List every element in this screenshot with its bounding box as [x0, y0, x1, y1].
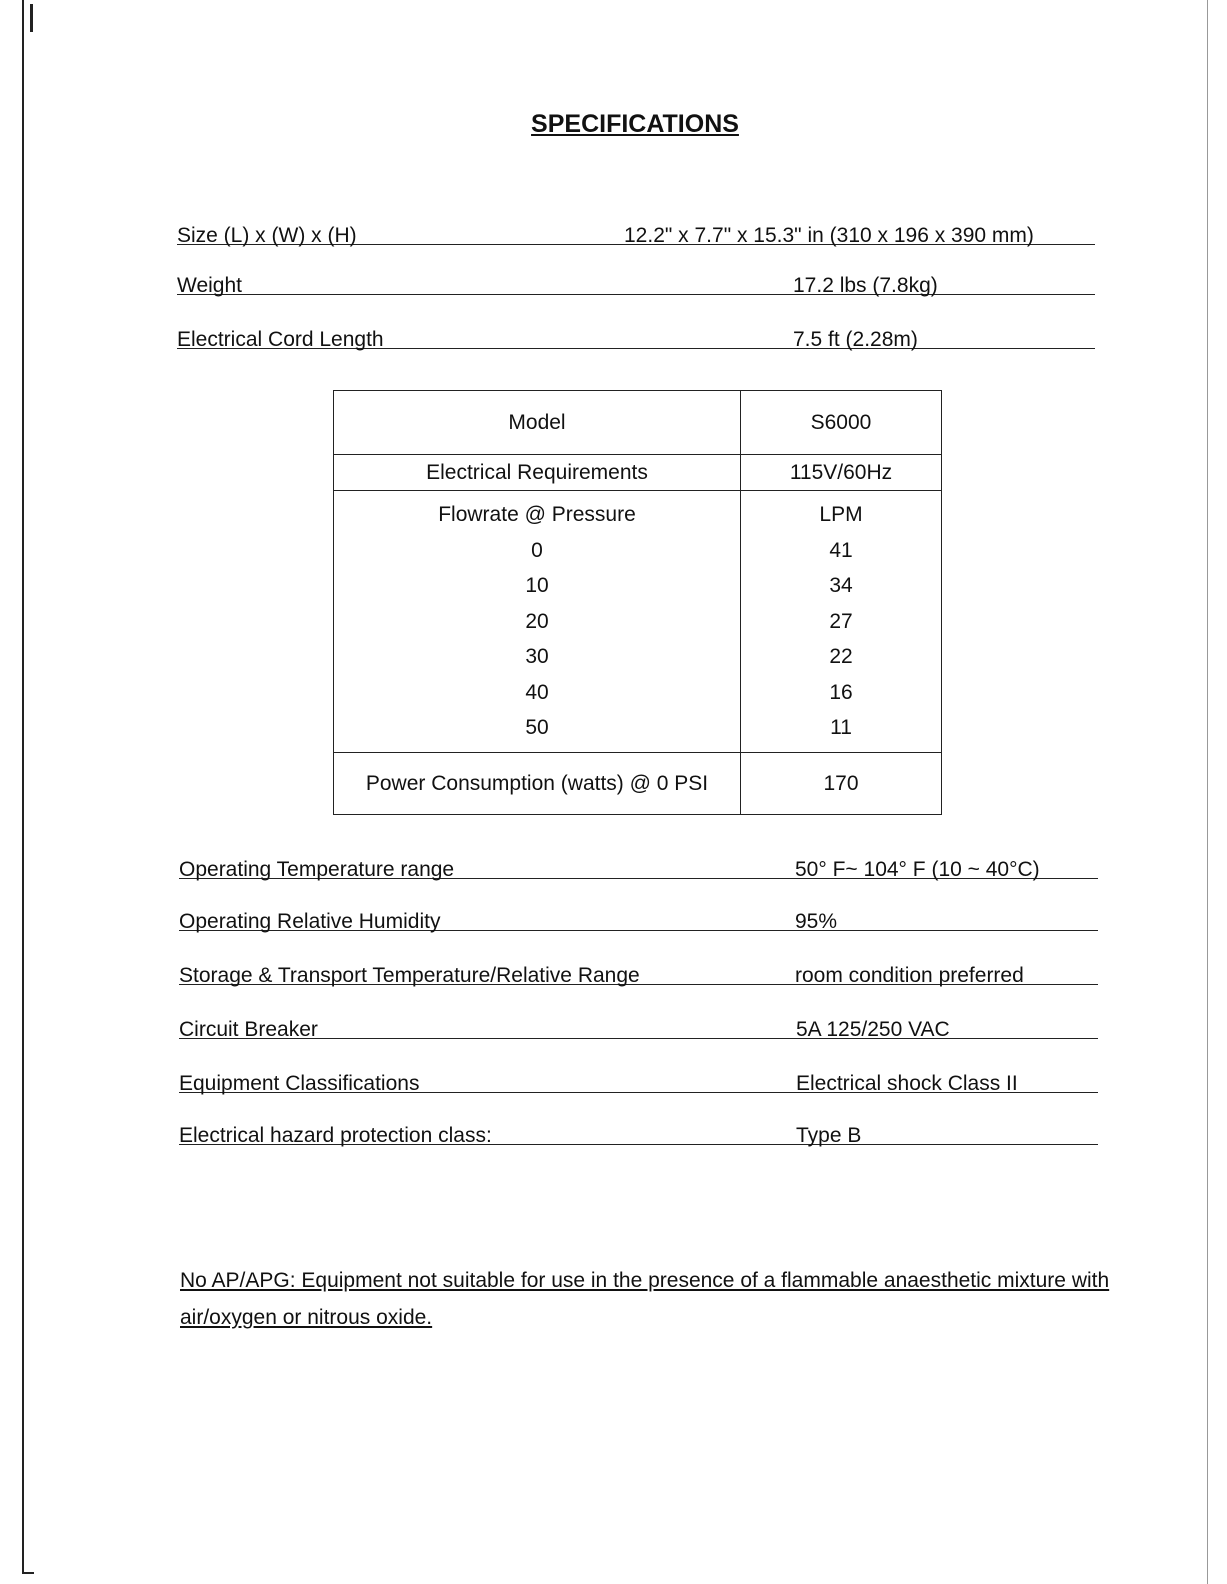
pressure-column	[334, 491, 741, 753]
spec-row-equipment-class	[179, 1062, 1098, 1093]
spec-value: 50° F~ 104° F (10 ~ 40°C)	[795, 858, 1040, 881]
spec-value: 95%	[795, 910, 838, 933]
flow-unit-header: LPM	[819, 503, 863, 527]
spec-label: Electrical Cord Length	[177, 328, 384, 351]
spec-row-circuit-breaker	[179, 1008, 1098, 1039]
page-title: SPECIFICATIONS	[531, 110, 739, 138]
spec-row-weight	[177, 264, 1095, 295]
pressure-value: 30	[525, 645, 549, 669]
scan-bottom-edge	[22, 1572, 34, 1574]
spec-label: Electrical hazard protection class:	[179, 1124, 492, 1147]
flow-value: 16	[829, 680, 853, 704]
spec-row-cord-length	[177, 318, 1095, 349]
spec-value: 5A 125/250 VAC	[796, 1018, 950, 1041]
spec-row-humidity	[179, 900, 1098, 931]
power-consumption-label: Power Consumption (watts) @ 0 PSI	[334, 753, 741, 815]
model-value-cell: S6000	[741, 391, 942, 455]
spec-value: Electrical shock Class II	[796, 1072, 1018, 1095]
spec-value: room condition preferred	[795, 964, 1024, 987]
flow-value: 27	[829, 609, 853, 633]
pressure-value: 10	[525, 574, 549, 598]
spec-row-operating-temperature	[179, 848, 1098, 879]
spec-label: Weight	[177, 274, 242, 297]
spec-label: Storage & Transport Temperature/Relative Range	[179, 964, 640, 987]
spec-value: 7.5 ft (2.28m)	[793, 328, 918, 351]
model-label-cell: Model	[334, 391, 741, 455]
model-spec-table	[333, 390, 942, 815]
table-row	[334, 491, 942, 753]
scan-left-edge-mark	[30, 4, 33, 32]
spec-label: Size (L) x (W) x (H)	[177, 224, 357, 247]
electrical-requirements-value: 115V/60Hz	[741, 455, 942, 491]
spec-value: 12.2" x 7.7" x 15.3" in (310 x 196 x 390 mm)	[624, 224, 1034, 247]
table-row	[334, 455, 942, 491]
electrical-requirements-label: Electrical Requirements	[334, 455, 741, 491]
spec-label: Operating Relative Humidity	[179, 910, 441, 933]
table-row	[334, 753, 942, 815]
scan-right-edge	[1207, 0, 1208, 1584]
power-consumption-value: 170	[741, 753, 942, 815]
spec-row-storage-range	[179, 954, 1098, 985]
flow-value: 41	[829, 538, 853, 562]
spec-value: 17.2 lbs (7.8kg)	[793, 274, 938, 297]
spec-label: Equipment Classifications	[179, 1072, 420, 1095]
pressure-value: 40	[525, 680, 549, 704]
flowrate-header: Flowrate @ Pressure	[438, 503, 636, 527]
pressure-value: 0	[531, 538, 543, 562]
flow-column	[741, 491, 942, 753]
spec-row-size	[177, 214, 1095, 245]
pressure-value: 20	[525, 609, 549, 633]
pressure-value: 50	[525, 716, 549, 740]
scan-left-edge	[22, 0, 24, 1574]
flow-value: 34	[829, 574, 853, 598]
safety-note: No AP/APG: Equipment not suitable for use in the presence of a flammable anaesthetic mixture with air/oxygen or nitrous oxide.	[180, 1269, 1110, 1329]
spec-label: Circuit Breaker	[179, 1018, 318, 1041]
spec-label: Operating Temperature range	[179, 858, 455, 881]
spec-row-hazard-class	[179, 1114, 1098, 1145]
table-row	[334, 391, 942, 455]
flow-value: 11	[830, 716, 852, 740]
flow-value: 22	[829, 645, 853, 669]
spec-value: Type B	[796, 1124, 862, 1147]
